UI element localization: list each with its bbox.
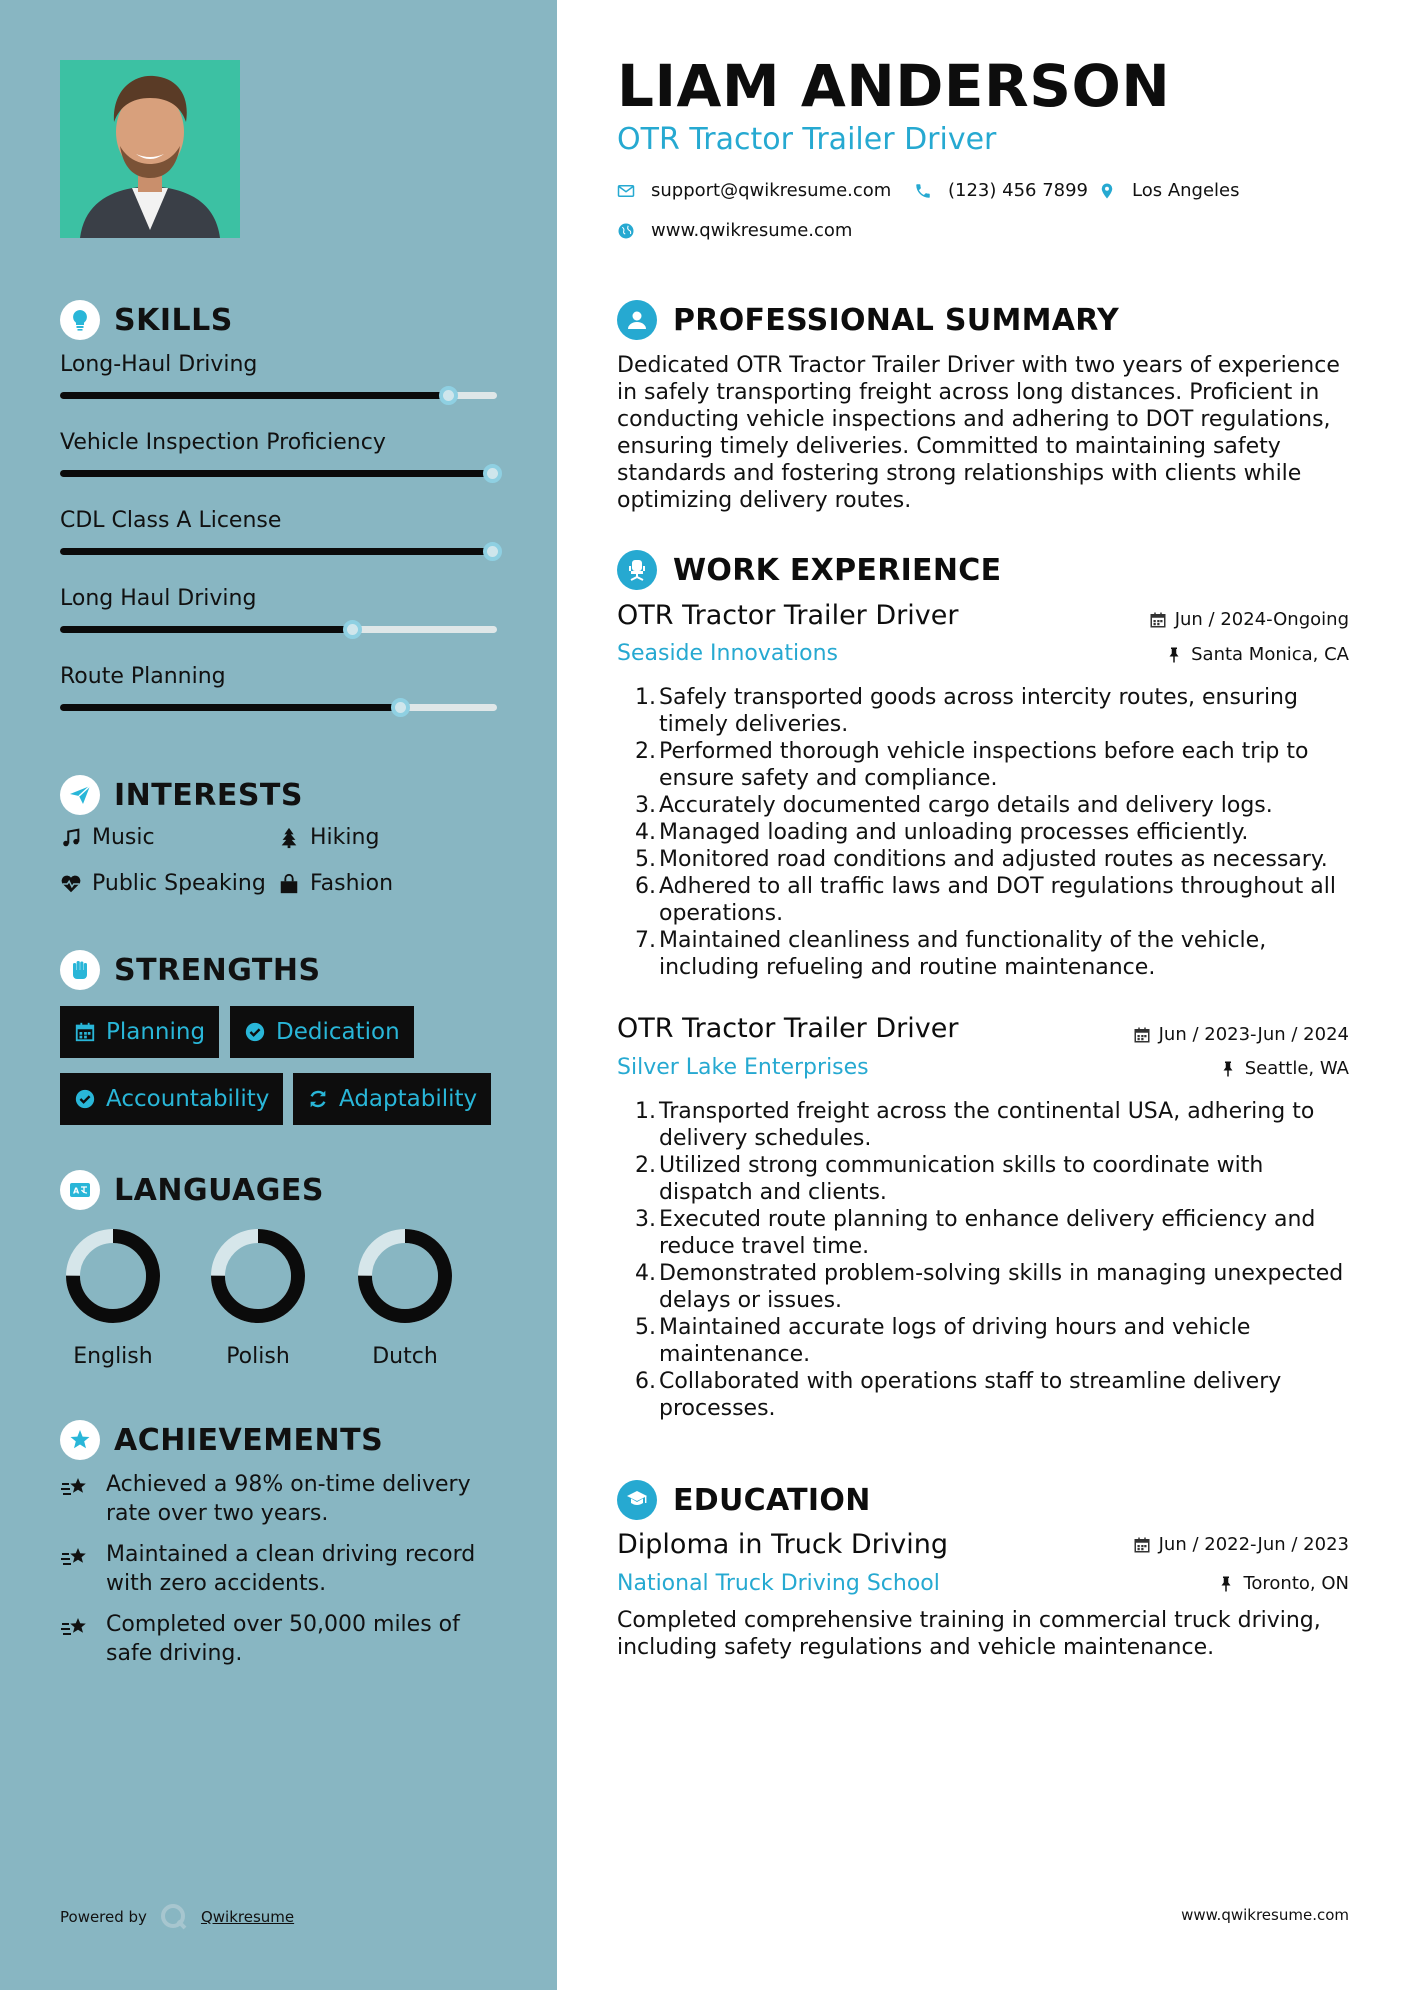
job-dates — [1149, 609, 1349, 630]
skill-item — [60, 352, 497, 377]
achievement-item — [60, 1540, 500, 1598]
experience-title: WORK EXPERIENCE — [673, 552, 1002, 588]
bullet-text: Transported freight across the continental USA, adhering to delivery schedules. — [659, 1099, 1315, 1151]
office-chair-icon — [617, 550, 657, 590]
bullet-text: Executed route planning to enhance delivery efficiency and reduce travel time. — [659, 1207, 1316, 1259]
heartbeat-icon — [60, 873, 82, 895]
interest-label: Fashion — [310, 871, 394, 896]
phone-text: (123) 456 7899 — [948, 180, 1089, 201]
job-bullets — [635, 1098, 1360, 1422]
refresh-icon — [307, 1088, 329, 1110]
strength-label: Adaptability — [339, 1086, 478, 1112]
bullet-text: Utilized strong communication skills to coordinate with dispatch and clients. — [659, 1153, 1264, 1205]
interest-item — [278, 825, 379, 850]
strength-tag — [230, 1006, 414, 1058]
list-item: 6. Collaborated with operations staff to streamline delivery processes. — [635, 1368, 1360, 1422]
education-title: EDUCATION — [673, 1482, 871, 1518]
bullet-text: Maintained cleanliness and functionality of the vehicle, including refueling and routine maintenance. — [659, 928, 1267, 980]
skill-bar-knob — [343, 620, 362, 639]
language-name: Dutch — [372, 1344, 438, 1369]
strength-label: Planning — [106, 1019, 206, 1045]
pushpin-icon — [1165, 646, 1183, 664]
contact-location — [1098, 180, 1240, 201]
website-text: www.qwikresume.com — [651, 220, 853, 241]
skill-item — [60, 586, 497, 611]
education-school: National Truck Driving School — [617, 1571, 940, 1596]
check-circle-icon — [244, 1021, 266, 1043]
bullet-text: Monitored road conditions and adjusted routes as necessary. — [659, 847, 1328, 872]
powered-by — [60, 1902, 294, 1932]
language-item — [198, 1226, 318, 1369]
job-location-text: Seattle, WA — [1244, 1058, 1349, 1079]
job-dates — [1133, 1024, 1349, 1045]
language-ring — [208, 1226, 308, 1326]
email-text: support@qwikresume.com — [651, 180, 892, 201]
skill-name: Long-Haul Driving — [60, 352, 258, 377]
achievement-text: Maintained a clean driving record with zero accidents. — [106, 1542, 476, 1596]
skill-name: CDL Class A License — [60, 508, 282, 533]
list-item: 2. Performed thorough vehicle inspections before each trip to ensure safety and compliance. — [635, 738, 1360, 792]
skill-item — [60, 664, 497, 689]
pushpin-icon — [1217, 1575, 1235, 1593]
summary-text: Dedicated OTR Tractor Trailer Driver with two years of experience in safely transporting freight across long distances. Proficient in conducting vehicle inspections and adhering to DOT regulations, ensuring timely deliveries. Committed to maintaining safety standards and fostering strong relationships with clients while optimizing delivery routes. — [617, 353, 1340, 513]
contact-email[interactable] — [617, 180, 891, 201]
calendar-icon — [74, 1021, 96, 1043]
education-location-text: Toronto, ON — [1243, 1573, 1349, 1594]
skill-bar-fill — [60, 470, 493, 477]
star-badge-icon — [60, 1420, 100, 1460]
education-heading — [617, 1480, 871, 1520]
list-item: 4. Managed loading and unloading processes efficiently. — [635, 820, 1249, 845]
job-company: Silver Lake Enterprises — [617, 1055, 869, 1080]
candidate-role: OTR Tractor Trailer Driver — [617, 122, 997, 157]
bullet-text: Accurately documented cargo details and delivery logs. — [659, 793, 1273, 818]
education-location — [1217, 1573, 1349, 1594]
job-title: OTR Tractor Trailer Driver — [617, 1013, 959, 1044]
bullet-text: Safely transported goods across intercity routes, ensuring timely deliveries. — [659, 685, 1298, 737]
job-location — [1165, 644, 1349, 665]
achievement-item — [60, 1470, 500, 1528]
list-item: 5. Monitored road conditions and adjusted routes as necessary. — [635, 847, 1328, 872]
powered-by-label: Powered by — [60, 1908, 147, 1926]
strength-label: Dedication — [276, 1019, 400, 1045]
language-card-icon — [60, 1170, 100, 1210]
graduate-icon — [617, 1480, 657, 1520]
job-dates-text: Jun / 2023-Jun / 2024 — [1158, 1024, 1349, 1045]
interests-title: INTERESTS — [114, 777, 303, 813]
sidebar — [0, 0, 557, 1990]
skill-name: Vehicle Inspection Proficiency — [60, 430, 386, 455]
music-icon — [60, 827, 82, 849]
job-location — [1219, 1058, 1349, 1079]
skills-heading — [60, 300, 233, 340]
skill-bar — [60, 704, 497, 711]
calendar-icon — [1133, 1026, 1151, 1044]
language-ring — [355, 1226, 455, 1326]
language-ring — [63, 1226, 163, 1326]
interest-label: Music — [92, 825, 155, 850]
person-portrait-icon — [60, 60, 240, 238]
svg-text:A: A — [73, 1186, 80, 1196]
shooting-star-icon — [60, 1612, 90, 1642]
strength-label: Accountability — [106, 1086, 270, 1112]
skills-title: SKILLS — [114, 302, 233, 338]
skill-bar — [60, 626, 497, 633]
interests-heading — [60, 775, 303, 815]
skill-item — [60, 508, 497, 533]
achievements-title: ACHIEVEMENTS — [114, 1422, 384, 1458]
summary-title: PROFESSIONAL SUMMARY — [673, 302, 1120, 338]
skill-bar-fill — [60, 704, 401, 711]
summary-heading — [617, 300, 1119, 340]
job-location-text: Santa Monica, CA — [1191, 644, 1349, 665]
list-item: 5. Maintained accurate logs of driving hours and vehicle maintenance. — [635, 1314, 1360, 1368]
list-item: 2. Utilized strong communication skills to coordinate with dispatch and clients. — [635, 1152, 1360, 1206]
list-item: 6. Adhered to all traffic laws and DOT regulations throughout all operations. — [635, 873, 1360, 927]
check-circle-icon — [74, 1088, 96, 1110]
globe-icon — [617, 222, 635, 240]
skill-bar — [60, 548, 497, 555]
languages-heading — [60, 1170, 324, 1210]
interest-item — [278, 871, 393, 896]
contact-website[interactable] — [617, 220, 852, 241]
shooting-star-icon — [60, 1542, 90, 1572]
job-bullets — [635, 684, 1360, 981]
list-item: 1. Transported freight across the continental USA, adhering to delivery schedules. — [635, 1098, 1360, 1152]
phone-icon — [914, 182, 932, 200]
skill-bar-knob — [483, 464, 502, 483]
profile-photo — [60, 60, 240, 238]
bullet-text: Performed thorough vehicle inspections before each trip to ensure safety and compliance. — [659, 739, 1309, 791]
strength-tag — [60, 1006, 219, 1058]
skill-name: Long Haul Driving — [60, 586, 257, 611]
pushpin-icon — [1219, 1060, 1237, 1078]
skill-bar-knob — [439, 386, 458, 405]
list-item: 4. Demonstrated problem-solving skills in managing unexpected delays or issues. — [635, 1260, 1360, 1314]
skill-bar-knob — [391, 698, 410, 717]
list-item: 1. Safely transported goods across intercity routes, ensuring timely deliveries. — [635, 684, 1360, 738]
footer-website[interactable]: www.qwikresume.com — [1181, 1906, 1349, 1924]
education-degree: Diploma in Truck Driving — [617, 1529, 949, 1560]
education-dates — [1133, 1534, 1349, 1555]
strength-tag — [60, 1073, 283, 1125]
bullet-text: Demonstrated problem-solving skills in managing unexpected delays or issues. — [659, 1261, 1344, 1313]
skill-bar — [60, 392, 497, 399]
language-item — [345, 1226, 465, 1369]
bullet-text: Managed loading and unloading processes efficiently. — [659, 820, 1249, 845]
tree-icon — [278, 827, 300, 849]
list-item: 7. Maintained cleanliness and functionality of the vehicle, including refueling and routine maintenance. — [635, 927, 1360, 981]
interest-label: Hiking — [310, 825, 380, 850]
fist-icon — [60, 950, 100, 990]
list-item: 3. Executed route planning to enhance delivery efficiency and reduce travel time. — [635, 1206, 1360, 1260]
list-item: 3. Accurately documented cargo details and delivery logs. — [635, 793, 1273, 818]
calendar-icon — [1149, 611, 1167, 629]
shopping-bag-icon — [278, 873, 300, 895]
language-name: English — [73, 1344, 153, 1369]
interest-item — [60, 871, 266, 896]
education-dates-text: Jun / 2022-Jun / 2023 — [1158, 1534, 1349, 1555]
interest-item — [60, 825, 155, 850]
map-pin-icon — [1098, 182, 1116, 200]
user-icon — [617, 300, 657, 340]
paper-plane-icon — [60, 775, 100, 815]
strengths-heading — [60, 950, 321, 990]
bullet-text: Collaborated with operations staff to streamline delivery processes. — [659, 1369, 1282, 1421]
achievements-heading — [60, 1420, 383, 1460]
bullet-text: Adhered to all traffic laws and DOT regulations throughout all operations. — [659, 874, 1336, 926]
skill-bar-fill — [60, 626, 353, 633]
skill-name: Route Planning — [60, 664, 226, 689]
job-title: OTR Tractor Trailer Driver — [617, 600, 959, 631]
skill-bar-fill — [60, 548, 493, 555]
candidate-name: LIAM ANDERSON — [617, 52, 1171, 120]
strength-tag — [293, 1073, 491, 1125]
skill-bar-fill — [60, 392, 449, 399]
languages-title: LANGUAGES — [114, 1172, 324, 1208]
job-company: Seaside Innovations — [617, 641, 838, 666]
skill-bar-knob — [483, 542, 502, 561]
job-dates-text: Jun / 2024-Ongoing — [1174, 609, 1349, 630]
education-text: Completed comprehensive training in commercial truck driving, including safety regulations and vehicle maintenance. — [617, 1608, 1321, 1660]
qwikresume-logo-icon — [159, 1902, 189, 1932]
strengths-title: STRENGTHS — [114, 952, 321, 988]
skill-bar — [60, 470, 497, 477]
contact-phone[interactable] — [914, 180, 1088, 201]
achievement-text: Achieved a 98% on-time delivery rate over two years. — [106, 1472, 471, 1526]
skill-item — [60, 430, 497, 455]
location-text: Los Angeles — [1132, 180, 1240, 201]
brand-link[interactable]: Qwikresume — [200, 1908, 295, 1926]
lightbulb-icon — [60, 300, 100, 340]
calendar-icon — [1133, 1536, 1151, 1554]
achievement-text: Completed over 50,000 miles of safe driving. — [106, 1612, 460, 1666]
language-name: Polish — [226, 1344, 290, 1369]
shooting-star-icon — [60, 1472, 90, 1502]
experience-heading — [617, 550, 1001, 590]
language-item — [53, 1226, 173, 1369]
interest-label: Public Speaking — [92, 871, 266, 896]
achievement-item — [60, 1610, 500, 1668]
bullet-text: Maintained accurate logs of driving hours and vehicle maintenance. — [659, 1315, 1251, 1367]
envelope-icon — [617, 182, 635, 200]
